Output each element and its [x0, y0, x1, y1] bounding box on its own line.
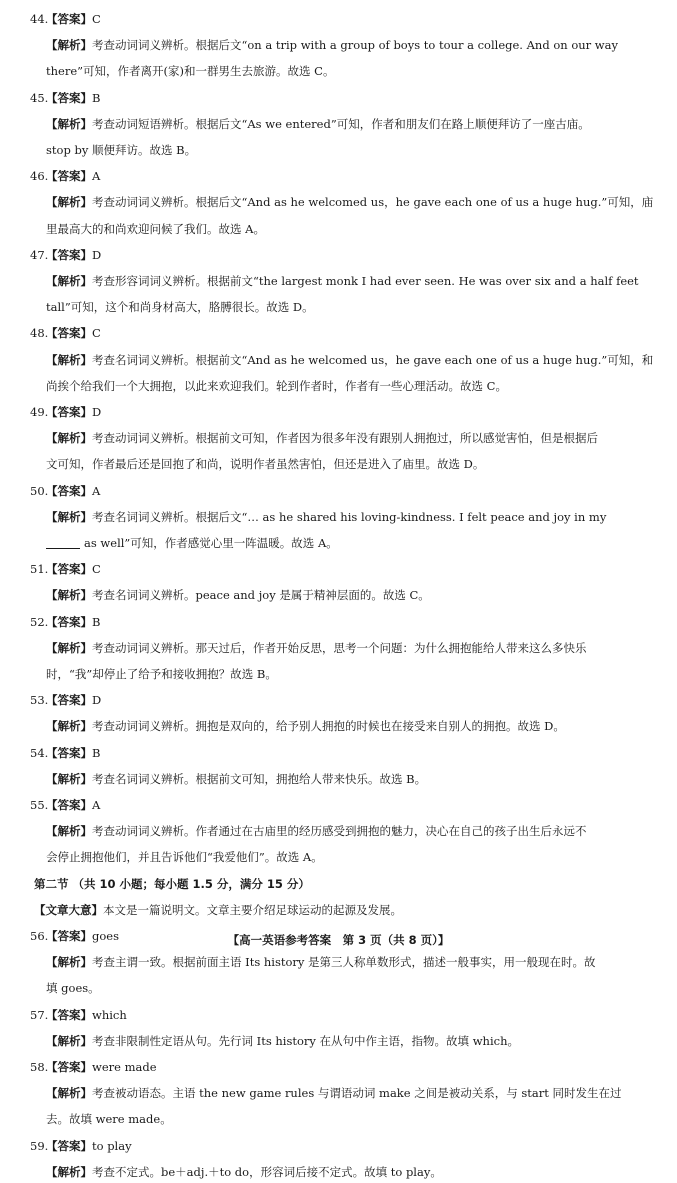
question-number: 49.: [30, 405, 49, 419]
explanation-line: [0, 270, 677, 292]
explanation-text: 考查动词词义辨析。根据后文“And as he welcomed us，he gave each one of us a huge hug.”可知，庙: [92, 195, 654, 210]
answer-value: D: [92, 247, 102, 262]
page-footer: 【高一英语参考答案 第 3 页（共 8 页）】: [227, 933, 450, 947]
explanation-text: 考查名词词义辨析。根据后文“… as he shared his loving-kindness. I felt peace and joy in my: [92, 509, 607, 524]
question-number: 51.: [30, 562, 49, 577]
explanation-text: 文可知，作者最后还是回抱了和尚，说明作者虽然害怕，但还是进入了庙里。故选 D。: [46, 457, 485, 472]
answer-tag: 【答案】: [46, 614, 92, 629]
explanation-text: 考查动词短语辨析。根据后文“As we entered”可知，作者和朋友们在路上顺便拜访了一座古庙。: [92, 116, 590, 131]
answer-value: C: [92, 12, 101, 26]
explanation-text: 考查非限制性定语从句。先行词 Its history 在从句中作主语，指物。故填 which。: [92, 1033, 519, 1048]
explanation-text: 考查名词词义辨析。根据前文可知，拥抱给人带来快乐。故选 B。: [92, 771, 427, 786]
answer-line: [0, 558, 677, 580]
explanation-text: tall”可知，这个和尚身材高大，胳膊很长。故选 D。: [46, 300, 314, 315]
answer-value: which: [92, 1007, 127, 1022]
explanation-text: 里最高大的和尚欢迎问候了我们。故选 A。: [46, 221, 265, 236]
answer-tag: 【答案】: [46, 929, 92, 943]
analysis-tag: 【解析】: [46, 38, 92, 53]
analysis-tag: 【解析】: [46, 719, 92, 734]
answer-line: [0, 165, 677, 187]
explanation-line: [0, 218, 677, 240]
analysis-tag: 【解析】: [46, 509, 92, 524]
explanation-text: as well”可知，作者感觉心里一阵温暖。故选 A。: [84, 536, 338, 550]
explanation-line: [0, 113, 677, 135]
explanation-text: 尚挨个给我们一个大拥抱，以此来欢迎我们。轮到作者时，作者有一些心理活动。故选 C。: [46, 378, 507, 393]
answer-tag: 【答案】: [46, 247, 92, 262]
explanation-text: 考查动词词义辨析。根据后文“on a trip with a group of boys to tour a college. And on our way: [92, 38, 618, 53]
explanation-text: 考查被动语态。主语 the new game rules 与谓语动词 make 之间是被动关系，与 start 同时发生在过: [92, 1086, 622, 1101]
explanation-line: [0, 584, 677, 606]
answer-tag: 【答案】: [46, 405, 92, 419]
explanation-line: [0, 296, 677, 318]
explanation-line: [0, 453, 677, 475]
answer-line: [0, 8, 677, 30]
answer-tag: 【答案】: [46, 12, 92, 26]
explanation-text: 考查形容词词义辨析。根据前文“the largest monk I had ever seen. He was over six and a half feet: [92, 274, 639, 288]
explanation-text: 考查动词词义辨析。作者通过在古庙里的经历感受到拥抱的魅力，决心在自己的孩子出生后永远不: [92, 824, 587, 839]
explanation-line: [0, 506, 677, 528]
answer-value: B: [92, 90, 101, 105]
explanation-line: [0, 139, 677, 161]
analysis-tag: 【解析】: [46, 116, 92, 131]
answer-value: C: [92, 326, 101, 341]
explanation-text: 去。故填 were made。: [46, 1112, 172, 1127]
answer-tag: 【答案】: [46, 1007, 92, 1022]
explanation-text: there”可知，作者离开(家)和一群男生去旅游。故选 C。: [46, 64, 335, 79]
summary-tag: 【文章大意】: [34, 902, 103, 917]
explanation-line: [0, 768, 677, 790]
answer-value: A: [92, 169, 101, 184]
answer-value: D: [92, 693, 102, 708]
answer-value: were made: [92, 1060, 157, 1074]
answer-line: [0, 244, 677, 266]
explanation-text: stop by 顺便拜访。故选 B。: [46, 143, 197, 157]
answer-line: [0, 742, 677, 764]
analysis-tag: 【解析】: [46, 771, 92, 786]
question-number: 56.: [30, 929, 49, 943]
question-number: 45.: [30, 90, 49, 105]
explanation-text: 考查主谓一致。根据前面主语 Its history 是第三人称单数形式，描述一般事实，用一般现在时。故: [92, 955, 596, 970]
answer-tag: 【答案】: [46, 483, 92, 498]
answer-tag: 【答案】: [46, 169, 92, 184]
analysis-tag: 【解析】: [46, 640, 92, 655]
analysis-tag: 【解析】: [46, 824, 92, 839]
question-number: 53.: [30, 693, 49, 708]
section-heading: [0, 873, 677, 895]
analysis-tag: 【解析】: [46, 1086, 92, 1101]
explanation-line: [0, 1082, 677, 1104]
explanation-line: [0, 977, 677, 999]
analysis-tag: 【解析】: [46, 352, 92, 367]
explanation-line: [0, 191, 677, 213]
answer-line: [0, 794, 677, 816]
answer-value: B: [92, 614, 101, 629]
answer-value: C: [92, 562, 101, 577]
answer-tag: 【答案】: [46, 90, 92, 105]
explanation-line: [0, 951, 677, 973]
answer-tag: 【答案】: [46, 1138, 92, 1153]
question-number: 58.: [30, 1060, 49, 1074]
explanation-text: 考查动词词义辨析。根据前文可知，作者因为很多年没有跟别人拥抱过，所以感觉害怕，但是根据后: [92, 431, 598, 446]
answer-tag: 【答案】: [46, 1060, 92, 1074]
explanation-line: [0, 637, 677, 659]
explanation-line: [0, 1030, 677, 1052]
explanation-line: [0, 375, 677, 397]
answer-value: D: [92, 405, 102, 419]
answer-tag: 【答案】: [46, 562, 92, 577]
explanation-line: [0, 846, 677, 868]
answer-line: [0, 87, 677, 109]
explanation-text: 考查动词词义辨析。那天过后，作者开始反思，思考一个问题：为什么拥抱能给人带来这么多快乐: [92, 640, 587, 655]
analysis-tag: 【解析】: [46, 431, 92, 446]
analysis-tag: 【解析】: [46, 274, 92, 288]
analysis-tag: 【解析】: [46, 1164, 92, 1179]
answer-tag: 【答案】: [46, 798, 92, 812]
explanation-line: [0, 60, 677, 82]
answer-line: [0, 1056, 677, 1078]
answer-tag: 【答案】: [46, 326, 92, 341]
question-number: 46.: [30, 169, 49, 184]
answer-line: [0, 611, 677, 633]
answer-line: [0, 1135, 677, 1157]
analysis-tag: 【解析】: [46, 1033, 92, 1048]
explanation-line: [0, 820, 677, 842]
explanation-text: 考查名词词义辨析。peace and joy 是属于精神层面的。故选 C。: [92, 588, 430, 603]
question-number: 59.: [30, 1138, 49, 1153]
explanation-line: [0, 663, 677, 685]
answer-tag: 【答案】: [46, 693, 92, 708]
answer-value: A: [92, 483, 101, 498]
explanation-line: [0, 715, 677, 737]
blank-line: [46, 536, 80, 549]
answer-value: B: [92, 745, 101, 760]
summary-line: [0, 899, 677, 921]
question-number: 44.: [30, 12, 49, 26]
answer-line: [0, 480, 677, 502]
summary-text: 本文是一篇说明文。文章主要介绍足球运动的起源及发展。: [103, 902, 402, 917]
question-number: 52.: [30, 614, 49, 629]
question-number: 47.: [30, 247, 49, 262]
answer-line: [0, 689, 677, 711]
explanation-text: 填 goes。: [46, 981, 100, 996]
explanation-text: 考查名词词义辨析。根据前文“And as he welcomed us，he gave each one of us a huge hug.”可知，和: [92, 352, 654, 367]
answer-value: goes: [92, 929, 119, 943]
answer-value: A: [92, 798, 101, 812]
answer-tag: 【答案】: [46, 745, 92, 760]
answer-line: [0, 401, 677, 423]
question-number: 57.: [30, 1007, 49, 1022]
explanation-line: [0, 349, 677, 371]
explanation-text: 考查不定式。be＋adj.＋to do，形容词后接不定式。故填 to play。: [92, 1164, 442, 1179]
explanation-line: [0, 1161, 677, 1183]
explanation-text: 时，“我”却停止了给予和接收拥抱？故选 B。: [46, 667, 277, 681]
question-number: 54.: [30, 745, 49, 760]
explanation-line: [0, 1108, 677, 1130]
answer-value: to play: [92, 1138, 132, 1153]
explanation-line: [0, 532, 677, 554]
analysis-tag: 【解析】: [46, 195, 92, 210]
question-number: 48.: [30, 326, 49, 341]
explanation-line: [0, 34, 677, 56]
explanation-text: 会停止拥抱他们，并且告诉他们“我爱他们”。故选 A。: [46, 850, 323, 865]
answer-line: [0, 322, 677, 344]
section-title: 第二节 （共 10 小题；每小题 1.5 分，满分 15 分）: [34, 876, 310, 891]
explanation-line: [0, 427, 677, 449]
explanation-text: 考查动词词义辨析。拥抱是双向的，给予别人拥抱的时候也在接受来自别人的拥抱。故选 D。: [92, 719, 565, 734]
analysis-tag: 【解析】: [46, 955, 92, 970]
question-number: 50.: [30, 483, 49, 498]
answer-line: [0, 1004, 677, 1026]
question-number: 55.: [30, 798, 49, 812]
analysis-tag: 【解析】: [46, 588, 92, 603]
